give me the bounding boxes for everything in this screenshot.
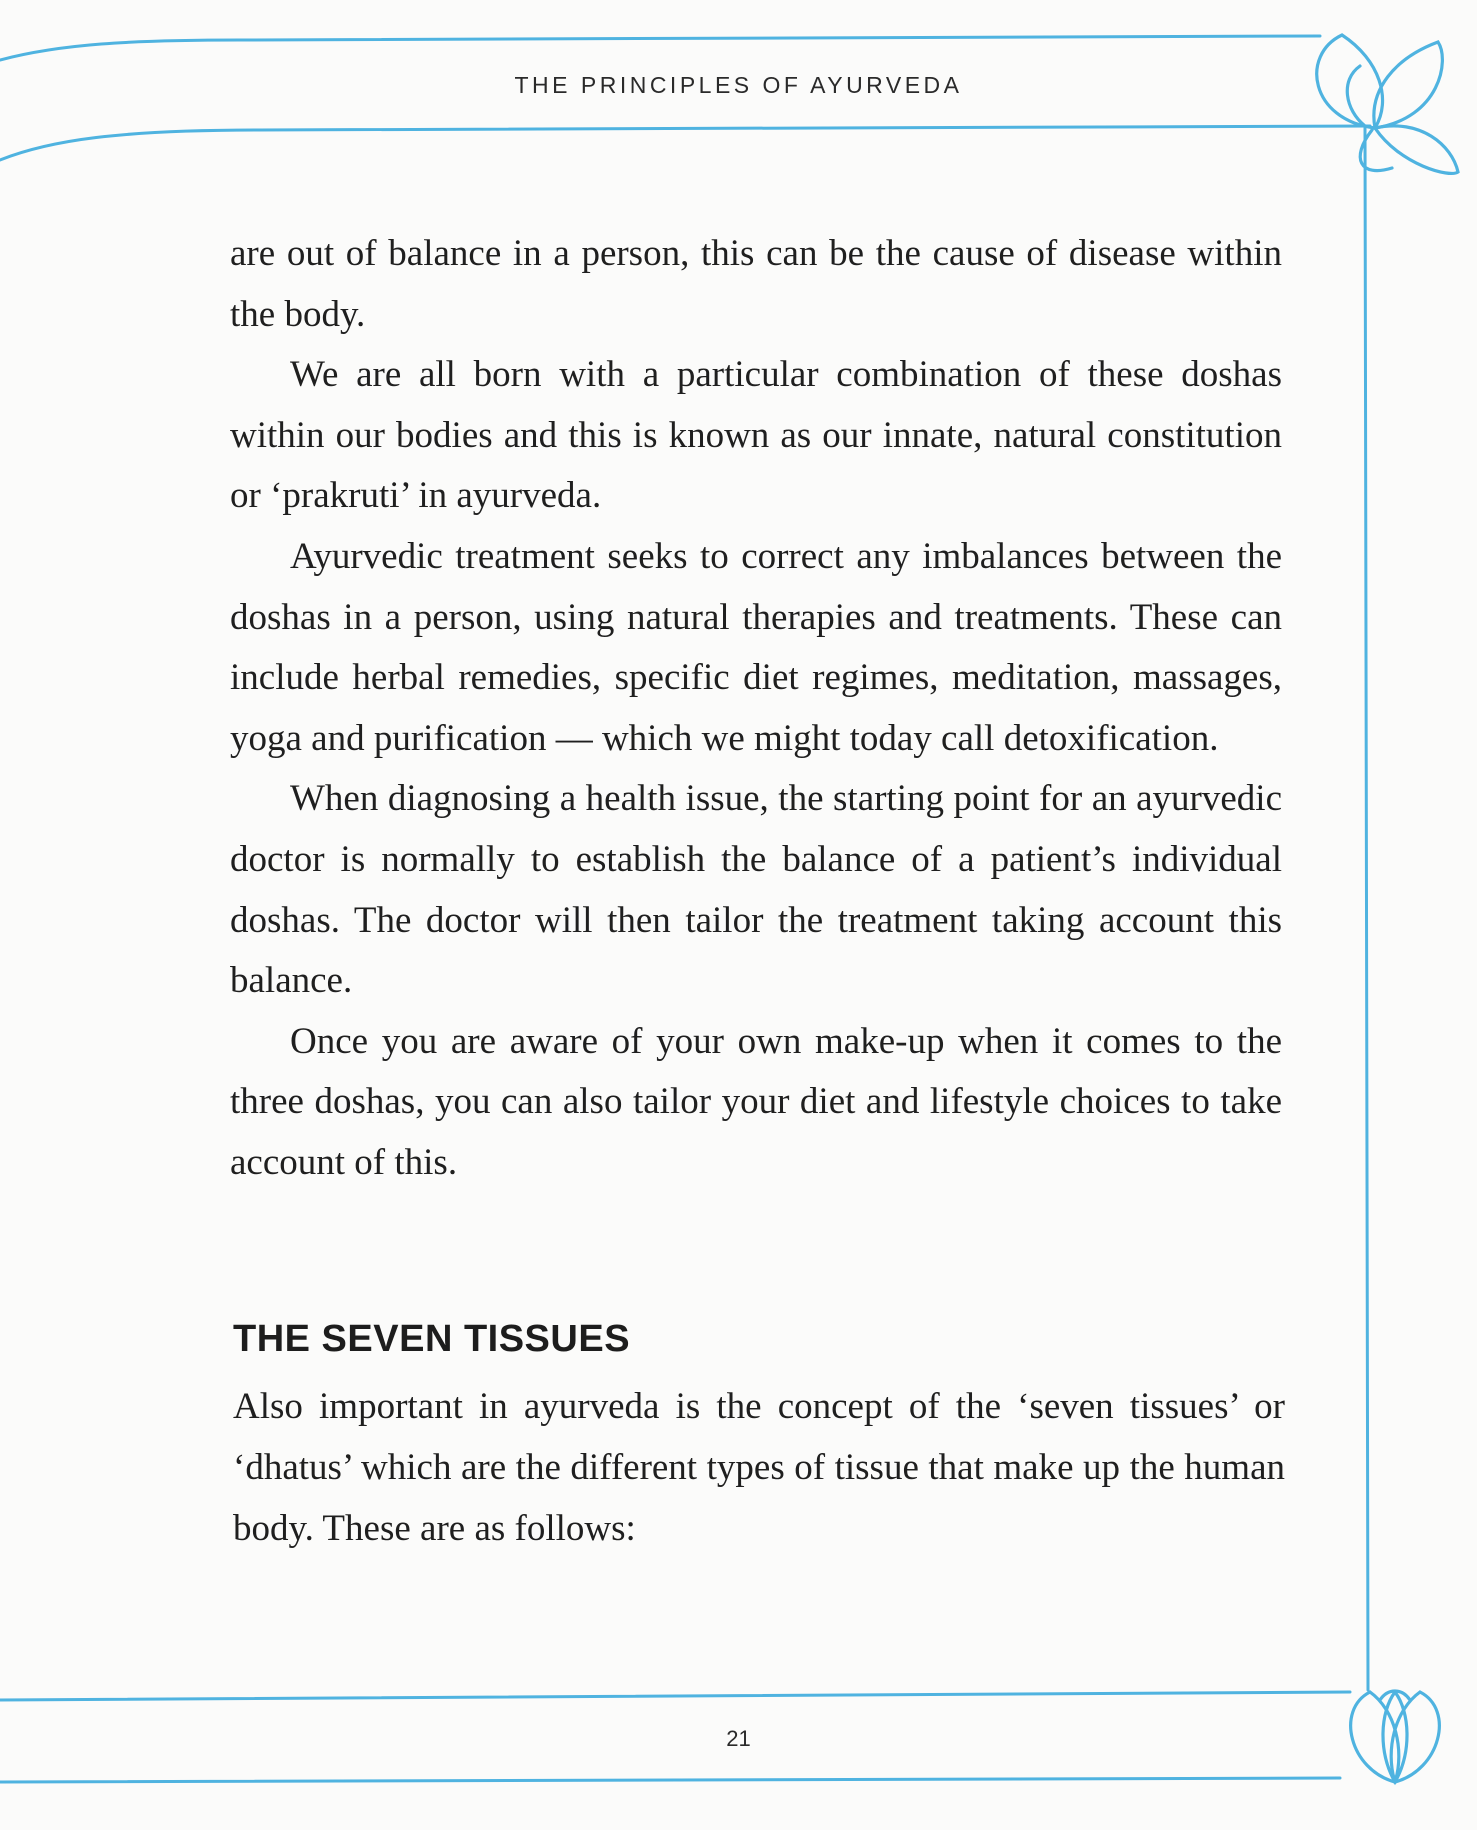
- running-head: THE PRINCIPLES OF AYURVEDA: [514, 72, 963, 98]
- body-text: [230, 224, 1282, 1194]
- frame-bottom-line-upper: [0, 1692, 1350, 1700]
- frame-bottom-line-lower: [0, 1778, 1340, 1782]
- frame-right-line: [1365, 126, 1368, 1690]
- frame-top-line-lower: [0, 126, 1370, 160]
- paragraph: We are all born with a particular combination of these doshas within our bodies and this is known as our innate, natural constitution or ‘prakruti’ in ayurveda.: [230, 354, 1282, 517]
- lotus-petals-icon: [1317, 35, 1458, 173]
- section-paragraph: Also important in ayurveda is the concept of the ‘seven tissues’ or ‘dhatus’ which are the different types of tissue that make up the human body. These are as follows:: [233, 1386, 1285, 1549]
- paragraph: Ayurvedic treatment seeks to correct any imbalances between the doshas in a person, using natural therapies and treatments. These can include herbal remedies, specific diet regimes, meditation, massages, yoga and purification — which we might today call detoxification.: [230, 535, 1282, 759]
- paragraph-continuation: are out of balance in a person, this can be the cause of disease within the body.: [230, 233, 1282, 335]
- page-number: 21: [726, 1726, 751, 1751]
- paragraph: When diagnosing a health issue, the starting point for an ayurvedic doctor is normally to establish the balance of a patient’s individual doshas. The doctor will then tailor the treatment taking account this balance.: [230, 778, 1282, 1002]
- section-text: [233, 1376, 1285, 1559]
- section-heading: THE SEVEN TISSUES: [233, 1318, 631, 1360]
- paragraph: Once you are aware of your own make-up when it comes to the three doshas, you can also tailor your diet and lifestyle choices to take account of this.: [230, 1020, 1282, 1183]
- frame-top-line-upper: [0, 36, 1320, 60]
